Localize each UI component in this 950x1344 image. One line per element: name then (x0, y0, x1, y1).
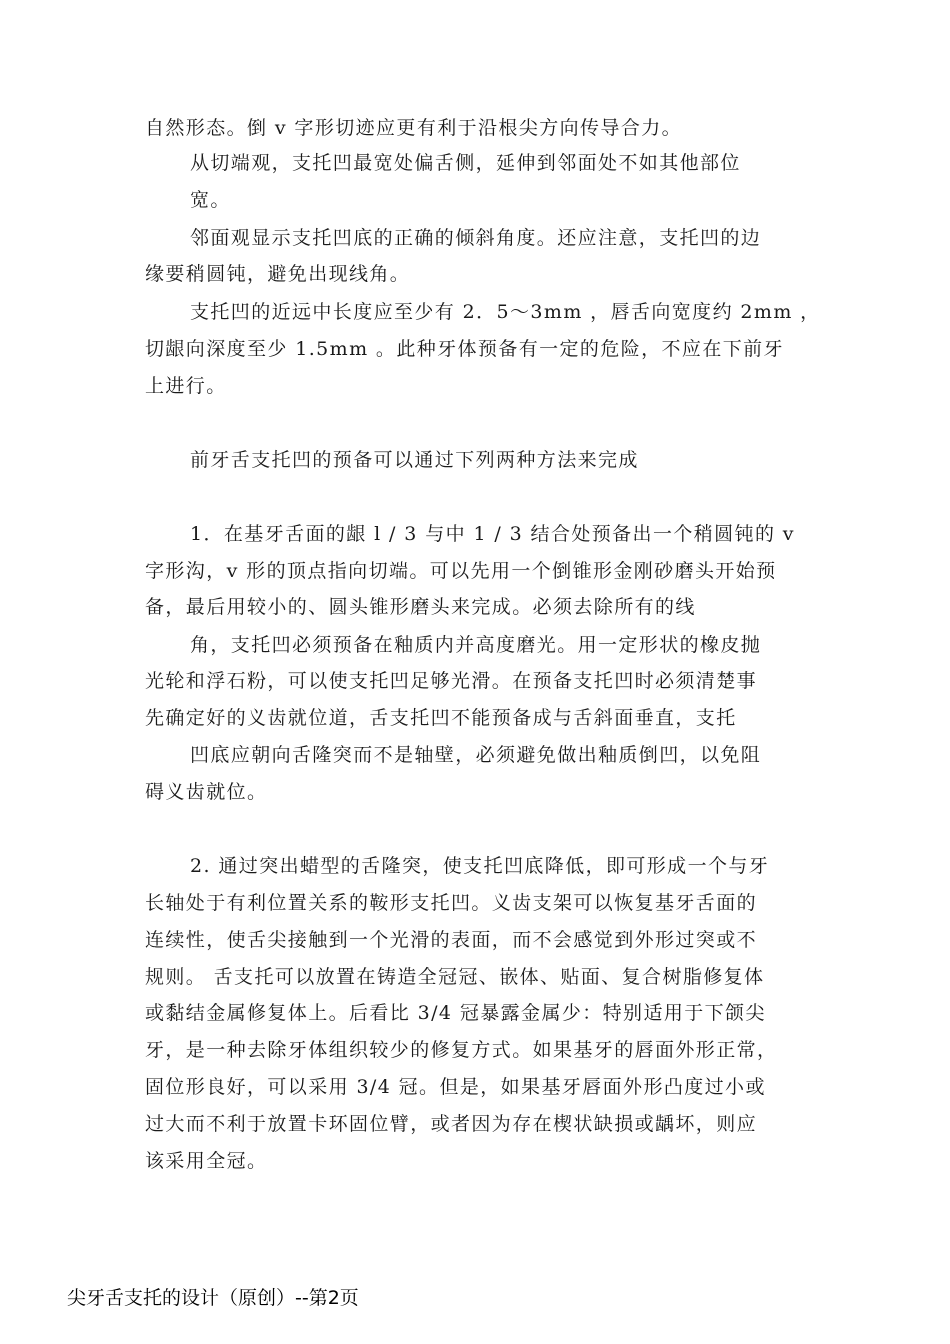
text-line: 切龈向深度至少 1.5mm 。此种牙体预备有一定的危险，不应在下前牙 (145, 338, 784, 360)
text-line: 该采用全冠。 (145, 1150, 268, 1172)
text-line: 或黏结金属修复体上。后看比 3/4 冠暴露金属少：特别适用于下颌尖 (145, 1002, 766, 1024)
text-line: 长轴处于有利位置关系的鞍形支托凹。义齿支架可以恢复基牙舌面的 (145, 892, 758, 914)
text-line: 从切端观，支托凹最宽处偏舌侧，延伸到邻面处不如其他部位 (190, 152, 741, 174)
text-line: 固位形良好，可以采用 3/4 冠。但是，如果基牙唇面外形凸度过小或 (145, 1076, 766, 1098)
page-footer: 尖牙舌支托的设计（原创）--第2页 (67, 1287, 359, 1309)
text-line: 支托凹的近远中长度应至少有 2．5～3mm ，唇舌向宽度约 2mm ， (190, 301, 821, 323)
text-line: 1．在基牙舌面的龈 l / 3 与中 1 / 3 结合处预备出一个稍圆钝的 v (190, 523, 795, 545)
text-line: 自然形态。倒 v 字形切迹应更有利于沿根尖方向传导合力。 (145, 117, 683, 139)
text-line: 备，最后用较小的、圆头锥形磨头来完成。必须去除所有的线 (145, 596, 696, 618)
text-line: 牙，是一种去除牙体组织较少的修复方式。如果基牙的唇面外形正常， (145, 1039, 778, 1061)
text-line: 先确定好的义齿就位道，舌支托凹不能预备成与舌斜面垂直，支托 (145, 707, 737, 729)
text-line: 2. 通过突出蜡型的舌隆突，使支托凹底降低，即可形成一个与牙 (190, 855, 770, 877)
text-line: 字形沟，v 形的顶点指向切端。可以先用一个倒锥形金刚砂磨头开始预 (145, 560, 777, 582)
text-line: 过大而不利于放置卡环固位臂，或者因为存在楔状缺损或龋坏，则应 (145, 1113, 758, 1135)
text-line: 凹底应朝向舌隆突而不是轴壁，必须避免做出釉质倒凹，以免阻 (190, 744, 762, 766)
text-line: 邻面观显示支托凹底的正确的倾斜角度。还应注意，支托凹的边 (190, 227, 762, 249)
text-line: 光轮和浮石粉，可以使支托凹足够光滑。在预备支托凹时必须清楚事 (145, 670, 758, 692)
text-line: 宽。 (190, 189, 231, 211)
text-line: 规则。 舌支托可以放置在铸造全冠冠、嵌体、贴面、复合树脂修复体 (145, 966, 765, 988)
text-line: 角，支托凹必须预备在釉质内并高度磨光。用一定形状的橡皮抛 (190, 634, 762, 656)
text-line: 缘要稍圆钝，避免出现线角。 (145, 263, 411, 285)
section-heading: 前牙舌支托凹的预备可以通过下列两种方法来完成 (190, 449, 639, 471)
text-line: 碍义齿就位。 (145, 781, 268, 803)
text-line: 上进行。 (145, 375, 227, 397)
text-line: 连续性，使舌尖接触到一个光滑的表面，而不会感觉到外形过突或不 (145, 929, 758, 951)
